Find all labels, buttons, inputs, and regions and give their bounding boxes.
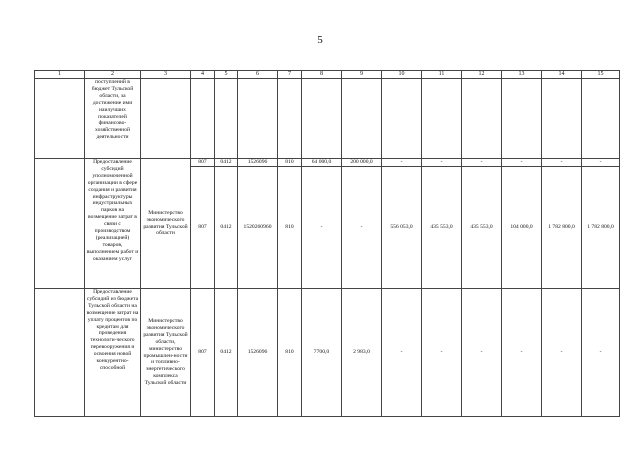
- cell-value: 2 983,0: [342, 289, 382, 417]
- cell-value: -: [462, 159, 502, 167]
- cell-value: -: [462, 289, 502, 417]
- cell-value: 810: [278, 159, 302, 167]
- table-row: [35, 79, 620, 159]
- cell-value: 1526096: [238, 289, 278, 417]
- cell-value: 810: [278, 167, 302, 289]
- measure-description: Предоставление субсидий из бюджета Тульской области на возмещение затрат на уплату процентов по кредитам для проведения технологи-ческого перевооружения и освоения новой конкурентно-способной: [85, 289, 141, 417]
- cell-value: 0412: [215, 159, 238, 167]
- col-header: 2: [85, 71, 141, 79]
- col-header: 12: [462, 71, 502, 79]
- col-header: 7: [278, 71, 302, 79]
- col-header: 14: [542, 71, 582, 79]
- col-header: 1: [35, 71, 85, 79]
- cell-value: 435 553,0: [462, 167, 502, 289]
- cell-value: 7700,0: [302, 289, 342, 417]
- cell-value: -: [382, 159, 422, 167]
- col-header: 8: [302, 71, 342, 79]
- cell-value: 435 553,0: [422, 167, 462, 289]
- col-header: 6: [238, 71, 278, 79]
- col-header: 15: [582, 71, 620, 79]
- cell-value: 807: [191, 289, 215, 417]
- cell-value: 807: [191, 167, 215, 289]
- measure-description: поступлений в бюджет Тульской области, за достижение ими наилучших показателей финансово-хозяйственной деятельности: [85, 79, 141, 159]
- cell-value: 0412: [215, 167, 238, 289]
- cell-value: -: [502, 159, 542, 167]
- col-header: 11: [422, 71, 462, 79]
- cell-value: -: [502, 289, 542, 417]
- responsible-org: [141, 79, 191, 159]
- col-header: 3: [141, 71, 191, 79]
- col-header: 10: [382, 71, 422, 79]
- cell-value: 64 000,0: [302, 159, 342, 167]
- cell-value: 200 000,0: [342, 159, 382, 167]
- col-header: 5: [215, 71, 238, 79]
- cell-value: -: [582, 289, 620, 417]
- table-row: [35, 159, 620, 167]
- cell-value: 556 053,0: [382, 167, 422, 289]
- col-header: 4: [191, 71, 215, 79]
- budget-table: [34, 70, 620, 417]
- col-header: 13: [502, 71, 542, 79]
- cell-value: 810: [278, 289, 302, 417]
- col-header: 9: [342, 71, 382, 79]
- page-number: 5: [317, 34, 323, 46]
- cell-value: -: [422, 159, 462, 167]
- cell-value: 1520260960: [238, 167, 278, 289]
- cell-value: 0412: [215, 289, 238, 417]
- cell-value: -: [542, 289, 582, 417]
- responsible-org: Министерство экономического развития Тульской области, министерство промышлен-ности и топливно-энергетического комплекса Тульской области: [141, 289, 191, 417]
- responsible-org: Министерство экономического развития Тульской области: [141, 159, 191, 289]
- cell-value: -: [582, 159, 620, 167]
- cell-value: -: [302, 167, 342, 289]
- cell-value: 104 000,0: [502, 167, 542, 289]
- measure-description: Предоставление субсидий уполномоченной организации в сфере создания и развития инфраструктуры индустриальных парков на возмещение затрат в связи с производством (реализацией) товаров, выполнением работ и оказанием услуг: [85, 159, 141, 289]
- cell-value: 1 782 800,0: [542, 167, 582, 289]
- cell-value: 1526096: [238, 159, 278, 167]
- cell-value: -: [382, 289, 422, 417]
- header-row: [35, 71, 620, 79]
- table-row: [35, 289, 620, 417]
- cell-value: 807: [191, 159, 215, 167]
- cell-value: -: [542, 159, 582, 167]
- cell-value: 1 782 800,0: [582, 167, 620, 289]
- cell-value: -: [422, 289, 462, 417]
- cell-value: -: [342, 167, 382, 289]
